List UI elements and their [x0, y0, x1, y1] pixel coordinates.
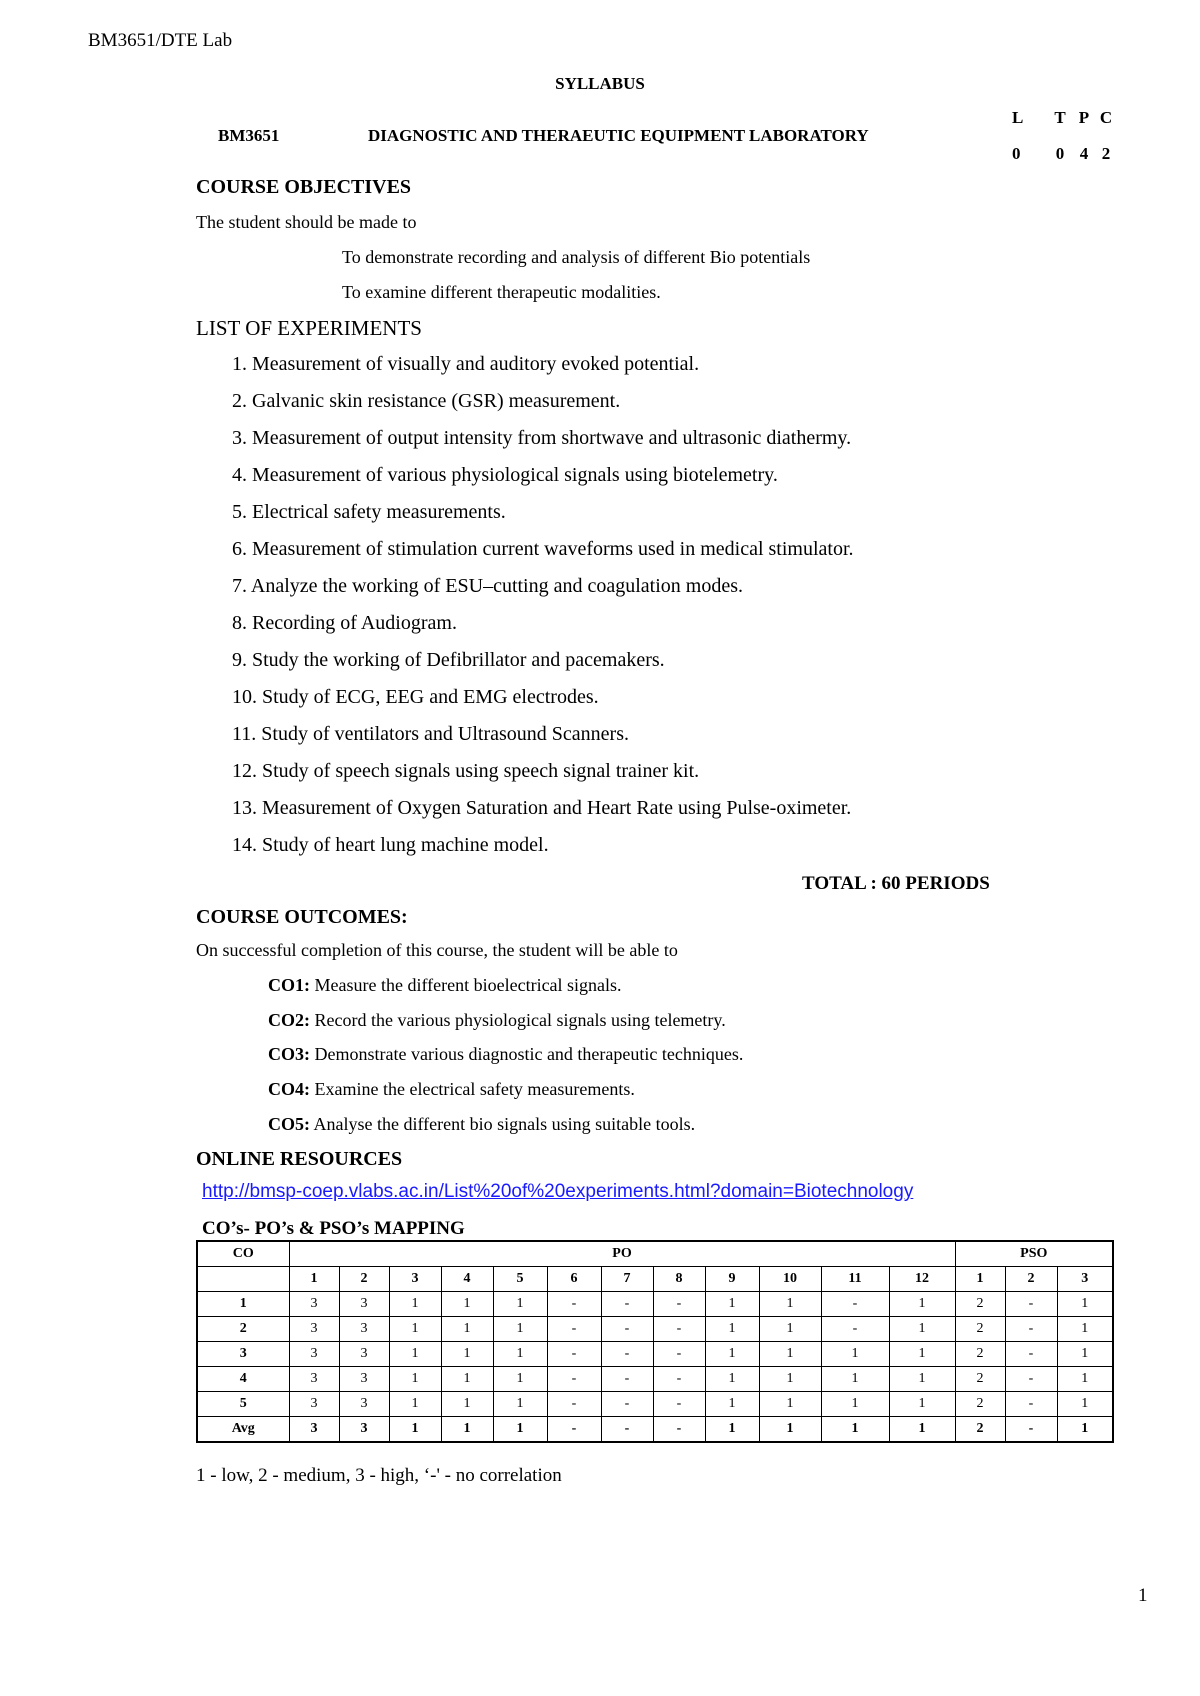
po-cell: -: [653, 1367, 705, 1392]
po-cell: 1: [759, 1367, 821, 1392]
total-periods: TOTAL : 60 PERIODS: [802, 873, 990, 894]
po-cell: 3: [339, 1417, 389, 1443]
outcome-text: Analyse the different bio signals using suitable tools.: [310, 1114, 696, 1134]
pso-cell: 1: [1057, 1417, 1113, 1443]
pso-cell: 1: [1057, 1392, 1113, 1417]
po-column: 5: [493, 1267, 547, 1292]
po-cell: 1: [759, 1417, 821, 1443]
table-row: [197, 1342, 1113, 1367]
po-cell: 3: [289, 1342, 339, 1367]
po-cell: 1: [493, 1342, 547, 1367]
mapping-rows: [197, 1292, 1113, 1443]
mapping-legend: 1 - low, 2 - medium, 3 - high, ‘-' - no correlation: [196, 1465, 562, 1486]
outcome-text: Record the various physiological signals using telemetry.: [310, 1010, 726, 1030]
pso-cell: 2: [955, 1367, 1005, 1392]
table-header-row: [197, 1241, 1113, 1267]
experiment-item: 6. Measurement of stimulation current waveforms used in medical stimulator.: [232, 538, 854, 560]
po-cell: 1: [889, 1317, 955, 1342]
po-column: 8: [653, 1267, 705, 1292]
course-code: BM3651: [218, 126, 280, 145]
resources-heading: ONLINE RESOURCES: [196, 1148, 403, 1170]
po-header: PO: [289, 1241, 955, 1267]
outcome-text: Demonstrate various diagnostic and therapeutic techniques.: [310, 1044, 744, 1064]
po-cell: -: [653, 1317, 705, 1342]
po-cell: 3: [289, 1392, 339, 1417]
ltpc-value-p: 4: [1079, 144, 1089, 163]
page-number: 1: [1138, 1585, 1148, 1606]
outcome-item: [268, 1079, 635, 1100]
po-cell: 1: [759, 1342, 821, 1367]
po-cell: 3: [339, 1367, 389, 1392]
outcomes-intro: On successful completion of this course, the student will be able to: [196, 940, 678, 960]
outcomes-heading: COURSE OUTCOMES:: [196, 906, 408, 928]
pso-column: 3: [1057, 1267, 1113, 1292]
ltpc-values: [1012, 144, 1118, 164]
outcome-code: CO4:: [268, 1079, 310, 1099]
experiment-item: 13. Measurement of Oxygen Saturation and Heart Rate using Pulse-oximeter.: [232, 797, 852, 819]
po-column: 6: [547, 1267, 601, 1292]
po-cell: -: [547, 1317, 601, 1342]
ltpc-value-c: 2: [1101, 144, 1111, 163]
po-cell: 1: [389, 1367, 441, 1392]
po-cell: -: [653, 1392, 705, 1417]
pso-column: 1: [955, 1267, 1005, 1292]
po-cell: 3: [289, 1317, 339, 1342]
experiment-item: 1. Measurement of visually and auditory evoked potential.: [232, 353, 700, 375]
experiment-item: 11. Study of ventilators and Ultrasound Scanners.: [232, 723, 629, 745]
po-cell: -: [601, 1317, 653, 1342]
objective-item: To examine different therapeutic modalities.: [342, 282, 661, 302]
outcome-code: CO3:: [268, 1044, 310, 1064]
co-cell: 2: [197, 1317, 289, 1342]
pso-cell: 2: [955, 1292, 1005, 1317]
experiment-item: 14. Study of heart lung machine model.: [232, 834, 549, 856]
experiment-item: 3. Measurement of output intensity from shortwave and ultrasonic diathermy.: [232, 427, 852, 449]
pso-cell: 1: [1057, 1317, 1113, 1342]
ltpc-value-t: 0: [1055, 144, 1065, 163]
pso-cell: -: [1005, 1367, 1057, 1392]
empty-cell: [197, 1267, 289, 1292]
po-column: 2: [339, 1267, 389, 1292]
po-cell: 1: [493, 1392, 547, 1417]
objective-item: To demonstrate recording and analysis of different Bio potentials: [342, 247, 811, 267]
ltpc-labels: [1012, 108, 1118, 128]
ltpc-label-c: C: [1099, 108, 1113, 127]
po-cell: 1: [705, 1342, 759, 1367]
po-cell: 1: [389, 1392, 441, 1417]
po-cell: 1: [493, 1292, 547, 1317]
po-cell: -: [547, 1417, 601, 1443]
experiment-item: 10. Study of ECG, EEG and EMG electrodes.: [232, 686, 599, 708]
outcome-code: CO5:: [268, 1114, 310, 1134]
po-cell: -: [601, 1417, 653, 1443]
po-cell: -: [601, 1392, 653, 1417]
po-cell: 1: [493, 1367, 547, 1392]
pso-cell: 1: [1057, 1367, 1113, 1392]
po-cell: -: [547, 1342, 601, 1367]
course-title: DIAGNOSTIC AND THERAEUTIC EQUIPMENT LABORATORY: [368, 126, 869, 145]
co-cell: 5: [197, 1392, 289, 1417]
pso-cell: -: [1005, 1392, 1057, 1417]
outcome-code: CO1:: [268, 975, 310, 995]
po-cell: 1: [389, 1292, 441, 1317]
po-cell: 1: [441, 1292, 493, 1317]
po-cell: 1: [889, 1292, 955, 1317]
po-cell: 1: [821, 1417, 889, 1443]
outcome-item: [268, 1010, 726, 1031]
po-cell: -: [547, 1367, 601, 1392]
po-cell: 1: [441, 1417, 493, 1443]
po-cell: 1: [441, 1342, 493, 1367]
po-cell: 1: [759, 1317, 821, 1342]
resource-link[interactable]: http://bmsp-coep.vlabs.ac.in/List%20of%20experiments.html?domain=Biotechnology: [202, 1181, 914, 1202]
experiment-item: 4. Measurement of various physiological signals using biotelemetry.: [232, 464, 778, 486]
mapping-title: CO’s- PO’s & PSO’s MAPPING: [202, 1218, 465, 1239]
po-cell: 1: [821, 1367, 889, 1392]
po-cell: 1: [889, 1392, 955, 1417]
po-cell: 3: [289, 1417, 339, 1443]
po-column: 10: [759, 1267, 821, 1292]
po-cell: 1: [759, 1292, 821, 1317]
experiment-item: 7. Analyze the working of ESU–cutting and coagulation modes.: [232, 575, 744, 597]
syllabus-title: SYLLABUS: [555, 74, 645, 93]
po-cell: -: [601, 1292, 653, 1317]
co-po-mapping-table: [196, 1240, 1114, 1443]
po-cell: 1: [705, 1292, 759, 1317]
pso-cell: 2: [955, 1417, 1005, 1443]
po-cell: 1: [389, 1317, 441, 1342]
po-cell: 3: [339, 1292, 389, 1317]
table-row: [197, 1392, 1113, 1417]
po-cell: 3: [289, 1292, 339, 1317]
po-cell: -: [653, 1342, 705, 1367]
table-row: [197, 1292, 1113, 1317]
po-cell: 1: [705, 1317, 759, 1342]
po-cell: 1: [759, 1392, 821, 1417]
co-cell: Avg: [197, 1417, 289, 1443]
po-column: 4: [441, 1267, 493, 1292]
co-cell: 1: [197, 1292, 289, 1317]
table-row: [197, 1317, 1113, 1342]
outcome-text: Measure the different bioelectrical signals.: [310, 975, 622, 995]
pso-cell: 2: [955, 1342, 1005, 1367]
outcome-item: [268, 975, 622, 996]
outcome-text: Examine the electrical safety measurements.: [310, 1079, 635, 1099]
po-cell: 1: [493, 1317, 547, 1342]
pso-header: PSO: [955, 1241, 1113, 1267]
experiment-item: 5. Electrical safety measurements.: [232, 501, 506, 523]
po-cell: 1: [441, 1317, 493, 1342]
po-cell: 1: [821, 1392, 889, 1417]
co-cell: 3: [197, 1342, 289, 1367]
po-cell: 1: [441, 1392, 493, 1417]
po-cell: -: [547, 1292, 601, 1317]
po-cell: -: [821, 1317, 889, 1342]
po-cell: -: [601, 1342, 653, 1367]
pso-cell: 2: [955, 1392, 1005, 1417]
outcome-code: CO2:: [268, 1010, 310, 1030]
co-header: CO: [197, 1241, 289, 1267]
experiment-item: 2. Galvanic skin resistance (GSR) measurement.: [232, 390, 621, 412]
pso-cell: 1: [1057, 1342, 1113, 1367]
po-cell: 3: [339, 1392, 389, 1417]
experiment-item: 9. Study the working of Defibrillator and pacemakers.: [232, 649, 665, 671]
po-cell: -: [653, 1417, 705, 1443]
ltpc-label-t: T: [1054, 108, 1066, 127]
po-cell: 1: [889, 1367, 955, 1392]
objectives-heading: COURSE OBJECTIVES: [196, 176, 412, 198]
pso-cell: 2: [955, 1317, 1005, 1342]
pso-column: 2: [1005, 1267, 1057, 1292]
ltpc-label-p: P: [1078, 108, 1090, 127]
po-cell: -: [547, 1392, 601, 1417]
experiments-heading: LIST OF EXPERIMENTS: [196, 316, 422, 340]
po-cell: 1: [493, 1417, 547, 1443]
po-cell: -: [653, 1292, 705, 1317]
po-column: 9: [705, 1267, 759, 1292]
average-row: [197, 1417, 1113, 1443]
pso-cell: -: [1005, 1317, 1057, 1342]
po-cell: 1: [821, 1342, 889, 1367]
po-cell: 1: [705, 1417, 759, 1443]
po-cell: -: [601, 1367, 653, 1392]
pso-cell: 1: [1057, 1292, 1113, 1317]
po-column: 7: [601, 1267, 653, 1292]
outcome-item: [268, 1114, 695, 1135]
po-cell: -: [821, 1292, 889, 1317]
outcome-item: [268, 1044, 743, 1065]
running-header: BM3651/DTE Lab: [88, 30, 233, 51]
po-cell: 1: [889, 1342, 955, 1367]
ltpc-value-l: 0: [1012, 144, 1021, 163]
experiment-item: 12. Study of speech signals using speech signal trainer kit.: [232, 760, 700, 782]
objectives-intro: The student should be made to: [196, 212, 417, 232]
po-cell: 1: [705, 1392, 759, 1417]
ltpc-label-l: L: [1012, 108, 1024, 127]
table-row: [197, 1367, 1113, 1392]
po-column: 3: [389, 1267, 441, 1292]
po-cell: 1: [705, 1367, 759, 1392]
column-number-row: [197, 1267, 1113, 1292]
po-cell: 1: [389, 1417, 441, 1443]
po-cell: 3: [339, 1342, 389, 1367]
po-column: 11: [821, 1267, 889, 1292]
po-cell: 3: [339, 1317, 389, 1342]
pso-cell: -: [1005, 1417, 1057, 1443]
experiment-item: 8. Recording of Audiogram.: [232, 612, 457, 634]
po-cell: 1: [441, 1367, 493, 1392]
po-cell: 1: [389, 1342, 441, 1367]
po-cell: 3: [289, 1367, 339, 1392]
po-cell: 1: [889, 1417, 955, 1443]
pso-cell: -: [1005, 1342, 1057, 1367]
pso-cell: -: [1005, 1292, 1057, 1317]
co-cell: 4: [197, 1367, 289, 1392]
po-column: 12: [889, 1267, 955, 1292]
po-column: 1: [289, 1267, 339, 1292]
